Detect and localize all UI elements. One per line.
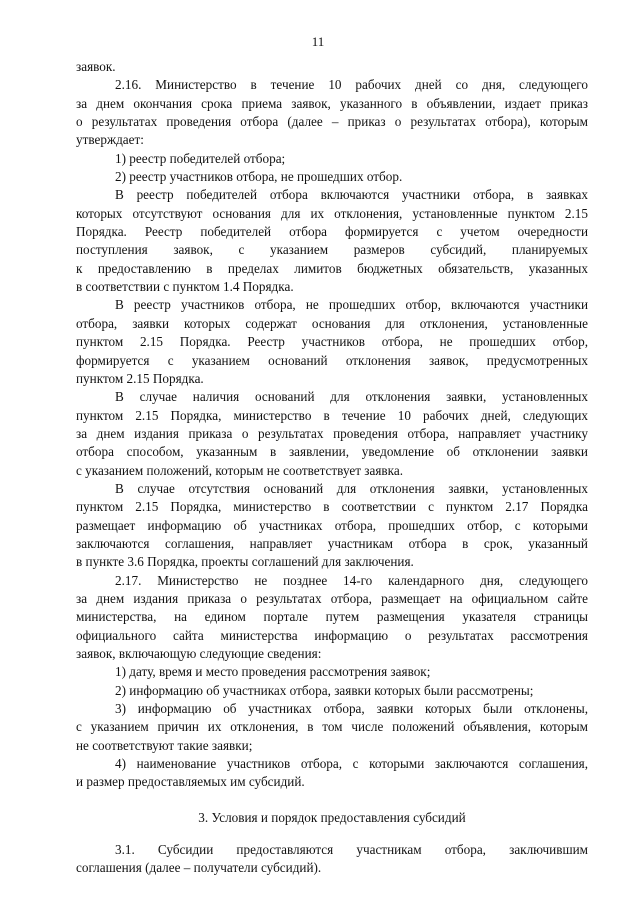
text-line: в пункте 3.6 Порядка, проекты соглашений для заключения. (76, 554, 414, 570)
text-line: и размер предоставляемых им субсидий. (76, 774, 305, 790)
text-line: заявок, включающую следующие сведения: (76, 646, 322, 661)
text-line: отбора, заявки которых содержат основания для отклонения, установленные (76, 315, 588, 331)
text-line: соглашения (далее – получатели субсидий). (76, 860, 322, 876)
text-line: за днем издания приказа о результатах отбора, размещает на официальном сайте (76, 590, 588, 606)
text-line: официального сайта министерства информацию о результатах рассмотрения (76, 627, 588, 643)
text-line: отбора способом, указанным в заявлении, уведомление об отклонении заявки (76, 444, 588, 460)
text-line: 4) наименование участников отбора, с которыми заключаются соглашения, (115, 756, 588, 772)
document-body (76, 58, 588, 878)
text-line: В реестр победителей отбора включаются участники отбора, в заявках (115, 187, 588, 203)
text-line: В реестр участников отбора, не прошедших отбор, включаются участники (115, 297, 588, 313)
text-line: которых отсутствуют основания для их отклонения, установленные пунктом 2.15 (76, 205, 588, 221)
text-line: к предоставлению в пределах лимитов бюджетных обязательств, указанных (76, 260, 588, 276)
text-line: пунктом 2.15 Порядка. (76, 370, 204, 386)
text-line: утверждает: (76, 132, 144, 148)
text-line: пунктом 2.15 Порядка, министерство в соответствии с пунктом 2.17 Порядка (76, 499, 588, 515)
text-line: поступления заявок, с указанием размеров субсидий, планируемых (76, 242, 588, 258)
text-line: пунктом 2.15 Порядка, министерство в течение 10 рабочих дней, следующих (76, 407, 588, 423)
text-line: заключаются соглашения, направляет участникам отбора в срок, указанный (76, 535, 588, 551)
page-number: 11 (311, 34, 325, 49)
text-line: пунктом 2.15 Порядка. Реестр участников отбора, не прошедших отбор, (76, 334, 588, 350)
text-line: 2.17. Министерство не позднее 14-го календарного дня, следующего (115, 572, 588, 588)
text-line: министерства, на едином портале путем размещения указателя страницы (76, 609, 588, 625)
text-line: в соответствии с пунктом 1.4 Порядка. (76, 279, 294, 295)
text-line: 3.1. Субсидии предоставляются участникам отбора, заключившим (115, 842, 588, 858)
text-line: Порядка. Реестр победителей отбора формируется с учетом очередности (76, 224, 588, 240)
text-line: за днем издания приказа о результатах проведения отбора, направляет участнику (76, 425, 588, 441)
text-line: В случае отсутствия оснований для отклонения заявки, установленных (115, 480, 588, 496)
text-line: заявок. (76, 59, 116, 74)
section-heading: 3. Условия и порядок предоставления субсидий (198, 809, 466, 825)
text-line: за днем окончания срока приема заявок, указанного в объявлении, издает приказ (76, 95, 588, 111)
text-line: с указанием причин их отклонения, в том числе положений объявления, которым (76, 719, 588, 735)
text-line: В случае наличия оснований для отклонения заявки, установленных (115, 389, 588, 405)
text-line: с указанием положений, которым не соответствует заявка. (76, 462, 403, 478)
text-line: размещает информацию об участниках отбора, прошедших отбор, с которыми (76, 517, 588, 533)
text-line: не соответствуют такие заявки; (76, 737, 253, 753)
text-line: 3) информацию об участниках отбора, заявки которых были отклонены, (115, 701, 588, 717)
text-line: формируется с указанием оснований отклонения заявок, предусмотренных (76, 352, 588, 368)
text-line: 1) реестр победителей отбора; (115, 150, 286, 166)
text-line: 2) реестр участников отбора, не прошедших отбор. (115, 169, 403, 185)
text-line: 2) информацию об участниках отбора, заявки которых были рассмотрены; (115, 682, 534, 698)
text-line: 1) дату, время и место проведения рассмотрения заявок; (115, 664, 431, 680)
text-line: 2.16. Министерство в течение 10 рабочих дней со дня, следующего (115, 77, 588, 93)
text-line: о результатах проведения отбора (далее – приказ о результатах отбора), которым (76, 114, 588, 130)
